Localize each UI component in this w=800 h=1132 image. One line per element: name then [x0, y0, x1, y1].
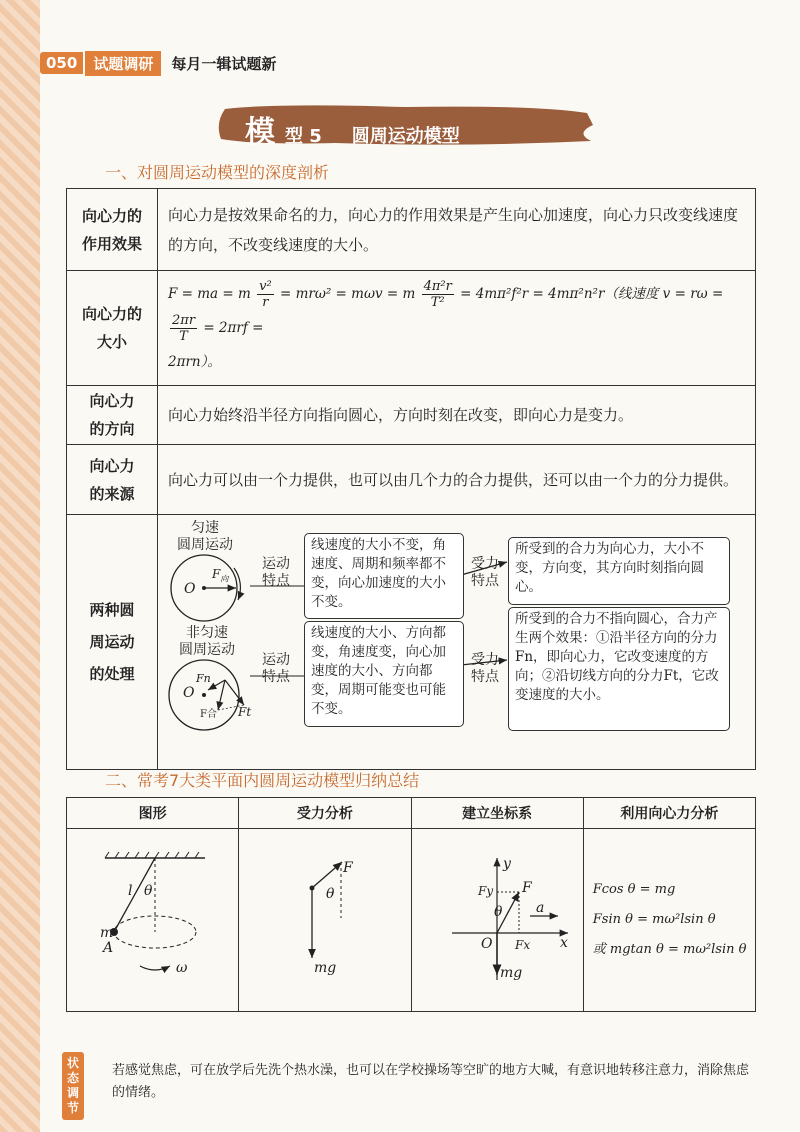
formula-content: F = ma = m $\frac{\text{v²}}{r}$ = mrω² = mωv = m $\frac{\text{4π²r}}{\text{T²}}$ = 4mπ²f²r = 4mπ²n²r（线速度 v = rω = $\frac{2\pi r}{T}$ = 2πrf = 2πrn）。 — [158, 271, 756, 386]
row-header: 向心力的 大小 — [67, 271, 158, 386]
coord-F-label: F — [522, 880, 532, 896]
nonuniform-Fhe: F合 — [200, 709, 217, 720]
axis-x-label: x — [560, 935, 568, 951]
uniform-motion-box: 线速度的大小不变，角速度、周期和频率都不变，向心加速度的大小不变。 — [304, 533, 464, 619]
row-content: 向心力是按效果命名的力，向心力的作用效果是产生向心加速度，向心力只改变线速度的方向，不改变线速度的大小。 — [158, 189, 756, 271]
column-header: 受力分析 — [239, 798, 411, 829]
row-header: 向心力 的方向 — [67, 386, 158, 445]
header-tagline: 每月一辑试题新 — [171, 54, 277, 73]
formula-line: Fsin θ = mω²lsin θ — [592, 912, 716, 927]
page-number: 050 — [40, 52, 83, 74]
banner-title: 圆周运动模型 — [351, 126, 460, 147]
banner-mo: 模 — [245, 115, 275, 150]
nonuniform-label: 非匀速 圆周运动 — [179, 625, 235, 658]
pendulum-point-label: A — [103, 940, 114, 956]
axis-y-label: y — [503, 856, 511, 872]
column-header: 建立坐标系 — [411, 798, 583, 829]
row-header: 向心力 的来源 — [67, 445, 158, 515]
category-label: 试题调研 — [85, 51, 161, 76]
pendulum-length-label: l — [128, 883, 133, 899]
force-F-label: F — [343, 860, 353, 876]
coord-theta-label: θ — [494, 904, 503, 920]
nonuniform-motion-label: 运动 特点 — [262, 652, 290, 685]
section2-title: 二、常考7大类平面内圆周运动模型归纳总结 — [105, 771, 420, 790]
pendulum-omega-label: ω — [176, 960, 188, 976]
row-header: 向心力的 作用效果 — [67, 189, 158, 271]
uniform-F: $F_向$ — [212, 567, 229, 584]
force-mg-label: mg — [314, 960, 337, 976]
banner-type-number: 型 5 — [285, 126, 322, 147]
nonuniform-motion-box: 线速度的大小、方向都变，角速度变，向心加速度的大小、方向都变，周期可能变也可能不变。 — [304, 621, 464, 727]
nonuniform-O: O — [183, 685, 195, 701]
formula-line: 或 mgtan θ = mω²lsin θ — [592, 942, 747, 957]
coord-mg-label: mg — [500, 965, 523, 981]
uniform-force-label: 受力 特点 — [471, 556, 499, 589]
uniform-O: O — [184, 581, 196, 597]
coord-origin-label: O — [481, 936, 493, 952]
uniform-label: 匀速 圆周运动 — [177, 520, 233, 553]
nonuniform-force-box: 所受到的合力不指向圆心，合力产生两个效果：①沿半径方向的分力Fn，即向心力，它改变速度的方向；②沿切线方向的分力Ft，它改变速度的大小。 — [508, 607, 730, 731]
footer-tip: 若感觉焦虑，可在放学后先洗个热水澡，也可以在学校操场等空旷的地方大喊，有意识地转移注意力，消除焦虑的情绪。 — [112, 1063, 750, 1100]
force-theta-label: θ — [326, 886, 335, 902]
section1-title: 一、对圆周运动模型的深度剖析 — [105, 163, 330, 182]
coord-Fx-label: Fx — [515, 938, 531, 952]
formula-line: Fcos θ = mg — [592, 882, 676, 897]
nonuniform-Fn: Fn — [196, 672, 211, 685]
row-header: 两种圆 周运动 的处理 — [67, 515, 158, 770]
column-header: 图形 — [67, 798, 239, 829]
nonuniform-force-label: 受力 特点 — [471, 652, 499, 685]
coord-Fy-label: Fy — [478, 884, 494, 898]
row-content: 向心力始终沿半径方向指向圆心，方向时刻在改变，即向心力是变力。 — [158, 386, 756, 445]
row-content: 向心力可以由一个力提供，也可以由几个力的合力提供，还可以由一个力的分力提供。 — [158, 445, 756, 515]
uniform-motion-label: 运动 特点 — [262, 556, 290, 589]
coord-accel-label: a — [536, 900, 545, 916]
nonuniform-Ft: Ft — [238, 705, 252, 719]
column-header: 利用向心力分析 — [583, 798, 755, 829]
side-tag: 状态调节 — [62, 1052, 84, 1120]
pendulum-mass-label: m — [100, 925, 114, 941]
uniform-force-box: 所受到的合力为向心力，大小不变，方向变，其方向时刻指向圆心。 — [508, 537, 730, 605]
pendulum-theta-label: θ — [144, 883, 153, 899]
